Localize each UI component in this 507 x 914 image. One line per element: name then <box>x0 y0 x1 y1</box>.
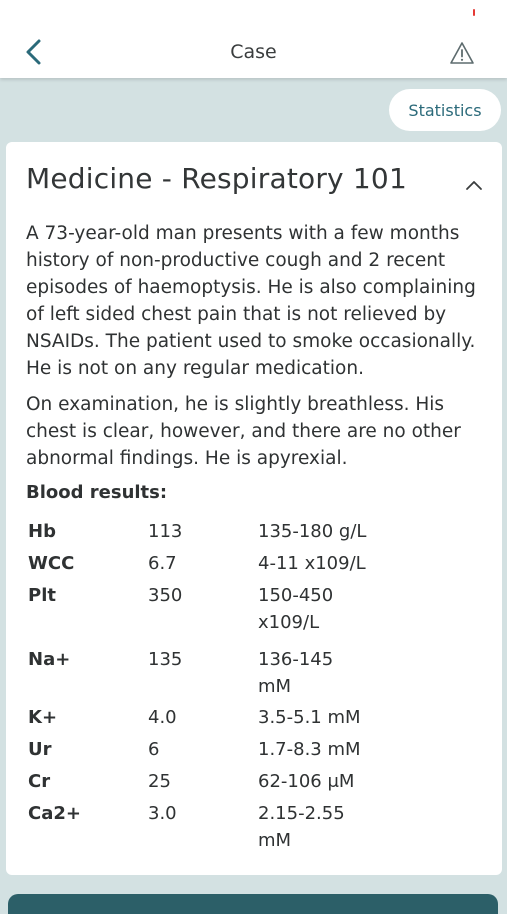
case-title: Medicine - Respiratory 101 <box>26 162 407 195</box>
examination-findings: On examination, he is slightly breathless. His chest is clear, however, and there are no other abnormal findings. He is apyrexial. <box>26 394 461 469</box>
warning-triangle-icon <box>449 41 475 65</box>
test-value: 113 <box>148 521 183 542</box>
test-range: 150-450 x109/L <box>258 585 334 633</box>
test-name: Ur <box>28 739 52 760</box>
notification-dot <box>473 9 475 16</box>
case-description: A 73-year-old man presents with a few months history of non-productive cough and 2 recent episodes of haemoptysis. He is also complaining of left sided chest pain that is not relieved by NSAIDs. The patient used to smoke occasionally. He is not on any regular medication. <box>26 223 476 379</box>
test-value: 3.0 <box>148 803 177 824</box>
chevron-up-icon <box>465 179 483 191</box>
statistics-button[interactable]: Statistics <box>389 89 501 131</box>
test-name: WCC <box>28 553 75 574</box>
test-range: 1.7-8.3 mM <box>258 739 361 760</box>
collapse-button[interactable] <box>461 172 487 198</box>
test-name: Hb <box>28 521 56 542</box>
test-range: 135-180 g/L <box>258 521 367 542</box>
test-value: 350 <box>148 585 183 606</box>
test-range: 3.5-5.1 mM <box>258 707 361 728</box>
test-name: Na+ <box>28 649 71 670</box>
test-name: Plt <box>28 585 56 606</box>
test-range: 2.15-2.55 mM <box>258 803 345 851</box>
test-value: 6 <box>148 739 160 760</box>
test-name: Ca2+ <box>28 803 81 824</box>
test-range: 4-11 x109/L <box>258 553 366 574</box>
top-app-bar <box>0 0 507 78</box>
test-range: 62-106 μM <box>258 771 355 792</box>
test-value: 135 <box>148 649 183 670</box>
test-value: 25 <box>148 771 171 792</box>
report-button[interactable] <box>447 38 477 68</box>
case-card <box>6 142 502 875</box>
blood-results-label: Blood results: <box>26 482 168 503</box>
test-range: 136-145 mM <box>258 649 334 697</box>
bottom-action-bar[interactable] <box>8 894 498 914</box>
test-name: Cr <box>28 771 51 792</box>
test-value: 6.7 <box>148 553 177 574</box>
test-name: K+ <box>28 707 58 728</box>
test-value: 4.0 <box>148 707 177 728</box>
page-title: Case <box>230 41 277 63</box>
